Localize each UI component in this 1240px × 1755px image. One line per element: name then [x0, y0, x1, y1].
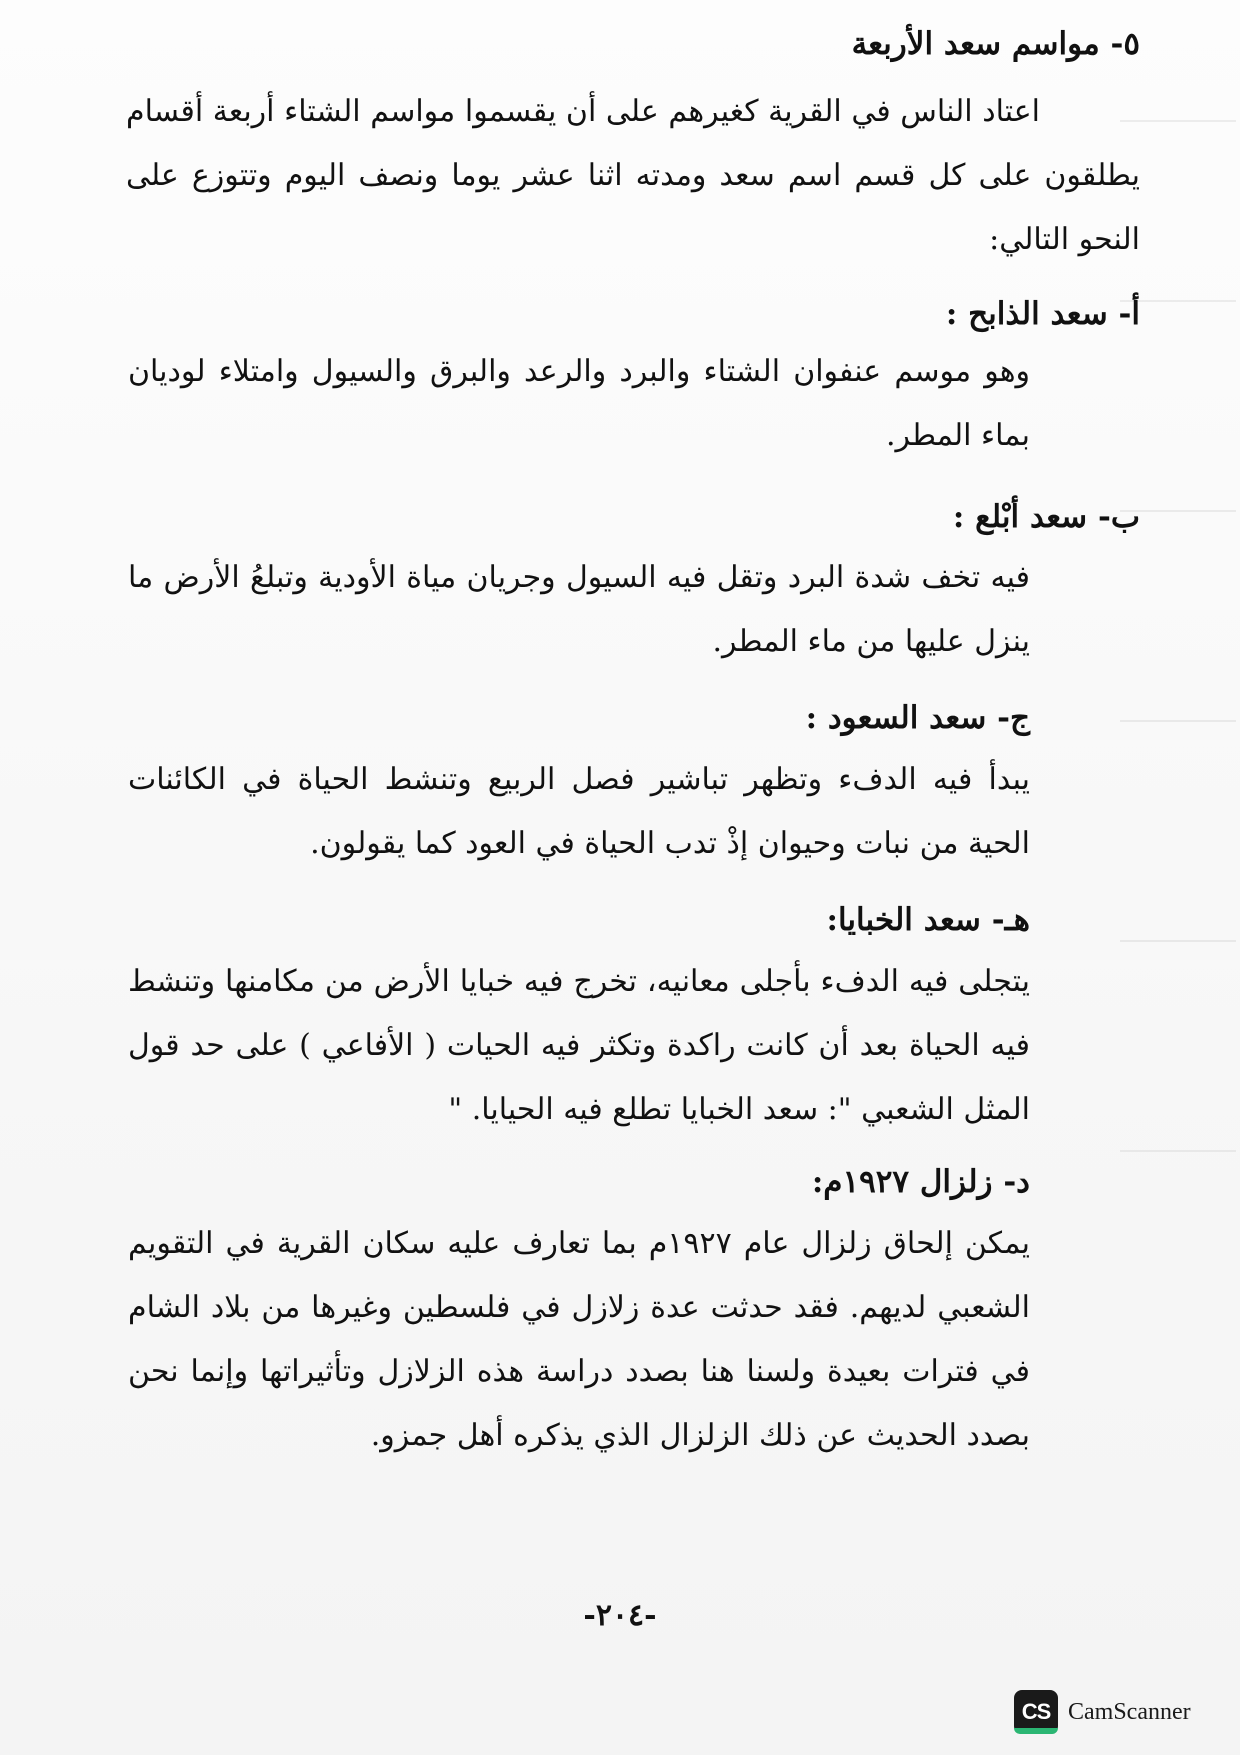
- item-body-suud: يبدأ فيه الدفء وتظهر تباشير فصل الربيع وتنشط الحياة في الكائنات الحية من نبات وحيوان إذْ تدب الحياة في العود كما يقولون.: [128, 762, 1030, 861]
- intro-paragraph: اعتاد الناس في القرية كغيرهم على أن يقسموا مواسم الشتاء أربعة أقسام يطلقون على كل قسم اسم سعد ومدته اثنا عشر يوما ونصف اليوم وتتوزع على النحو التالي:: [126, 94, 1140, 257]
- earthquake-heading: د- زلزال ١٩٢٧م:: [811, 1164, 1030, 1200]
- item-heading-bula: ب- سعد أبْلع :: [952, 499, 1140, 535]
- section-title: ٥- مواسم سعد الأربعة: [851, 26, 1140, 62]
- item-heading-suud: ج- سعد السعود :: [805, 700, 1030, 736]
- scan-artifact: [1120, 720, 1236, 722]
- item-body-dhabih: وهو موسم عنفوان الشتاء والبرد والرعد والبرق والسيول وامتلاء لوديان بماء المطر.: [128, 354, 1030, 453]
- earthquake-body: يمكن إلحاق زلزال عام ١٩٢٧م بما تعارف عليه سكان القرية في التقويم الشعبي لديهم. فقد حدثت عدة زلازل في فلسطين وغيرها من بلاد الشام في فترات بعيدة ولسنا هنا بصدد دراسة هذه الزلازل وتأثيراتها وإنما نحن بصدد الحديث عن ذلك الزلزال الذي يذكره أهل جمزو.: [128, 1226, 1030, 1453]
- camscanner-label: CamScanner: [1068, 1698, 1191, 1725]
- camscanner-logo-icon: [1014, 1690, 1058, 1734]
- scan-artifact: [1120, 940, 1236, 942]
- scan-artifact: [1120, 1150, 1236, 1152]
- camscanner-badge-text: CS: [1021, 1699, 1051, 1724]
- item-heading-khabaya: هـ- سعد الخبايا:: [826, 902, 1030, 938]
- item-body-bula: فيه تخف شدة البرد وتقل فيه السيول وجريان مياة الأودية وتبلعُ الأرض ما ينزل عليها من ماء المطر.: [128, 560, 1030, 659]
- camscanner-badge-bar: [1014, 1728, 1058, 1734]
- camscanner-watermark: [1014, 1690, 1191, 1734]
- item-heading-dhabih: أ- سعد الذابح :: [945, 296, 1140, 332]
- item-body-khabaya: يتجلى فيه الدفء بأجلى معانيه، تخرج فيه خبايا الأرض من مكامنها وتنشط فيه الحياة بعد أن كانت راكدة وتكثر فيه الحيات ( الأفاعي ) على حد قول المثل الشعبي ": سعد الخبايا تطلع فيه الحيايا. ": [128, 964, 1030, 1127]
- page-number: -٢٠٤-: [583, 1598, 657, 1633]
